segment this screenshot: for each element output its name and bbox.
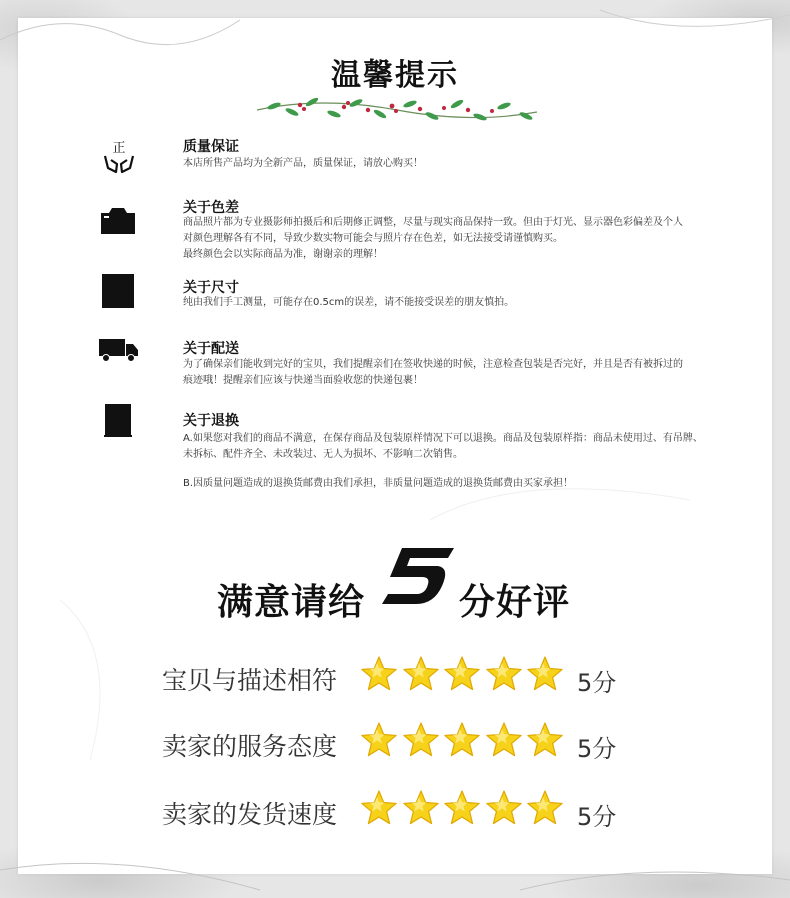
delivery-truck-icon <box>98 338 140 366</box>
item-title: 关于退换 <box>183 413 239 429</box>
star-icon <box>402 655 440 693</box>
camera-icon <box>100 207 136 239</box>
item-text: 本店所售产品均为全新产品，质量保证，请放心购买！ <box>183 158 423 169</box>
rating-score: 5分 <box>577 735 617 763</box>
item-text: 商品照片都为专业摄影师拍摄后和后期修正调整，尽量与现实商品保持一致。但由于灯光、显示器色彩偏差及个人 对颜色理解各有不同，导致少数实物可能会与照片存在色差，如无法接受请谨慎购买。 最终颜色会以实际商品为准，谢谢亲的理解！ <box>183 217 683 260</box>
page-title: 温馨提示 <box>331 58 459 93</box>
rating-label: 卖家的发货速度 <box>162 800 338 829</box>
rating-score: 5分 <box>577 669 617 697</box>
star-icon <box>526 721 564 759</box>
floral-garland-icon <box>252 92 542 128</box>
star-icon <box>526 789 564 827</box>
five-stylized-icon <box>380 546 456 610</box>
star-icon <box>485 721 523 759</box>
item-text-b: B.因质量问题造成的退换货邮费由我们承担，非质量问题造成的退换货邮费由买家承担！ <box>183 478 574 489</box>
star-icon <box>443 721 481 759</box>
item-title: 关于尺寸 <box>183 280 239 296</box>
item-title: 关于配送 <box>183 341 239 357</box>
star-icon <box>360 655 398 693</box>
rating-score: 5分 <box>577 803 617 831</box>
rating-label: 宝贝与描述相符 <box>162 666 338 695</box>
rating-row <box>0 655 790 701</box>
five-number: 5 <box>380 546 381 547</box>
rating-row <box>0 721 790 767</box>
star-icon <box>485 789 523 827</box>
item-title: 关于色差 <box>183 200 239 216</box>
star-icon <box>485 655 523 693</box>
star-icon <box>443 655 481 693</box>
star-icon <box>360 721 398 759</box>
return-note-icon <box>104 404 132 442</box>
star-icon <box>402 721 440 759</box>
star-icon <box>443 789 481 827</box>
genuine-char: 正 <box>112 141 126 156</box>
rating-row <box>0 789 790 835</box>
star-icon <box>360 789 398 827</box>
heading-left: 满意请给 <box>217 582 366 623</box>
star-icon <box>526 655 564 693</box>
heading-right: 分好评 <box>459 582 571 623</box>
item-text: A.如果您对我们的商品不满意，在保存商品及包装原样情况下可以退换。商品及包装原样指：商品未使用过、有吊牌、 未拆标、配件齐全、未改装过、无人为损坏、不影响二次销售。 <box>183 433 703 460</box>
item-text: 为了确保亲们能收到完好的宝贝，我们提醒亲们在签收快递的时候，注意检查包装是否完好，并且是否有被拆过的 痕迹哦！提醒亲们应该与快递当面验收您的快递包裹！ <box>183 359 683 386</box>
item-text: 纯由我们手工测量，可能存在0.5cm的误差，请不能接受误差的朋友慎拍。 <box>183 297 515 308</box>
item-title: 质量保证 <box>183 139 239 155</box>
star-icon <box>402 789 440 827</box>
genuine-hands-icon <box>102 138 136 178</box>
rating-label: 卖家的服务态度 <box>162 732 338 761</box>
ruler-square-icon <box>102 274 134 312</box>
